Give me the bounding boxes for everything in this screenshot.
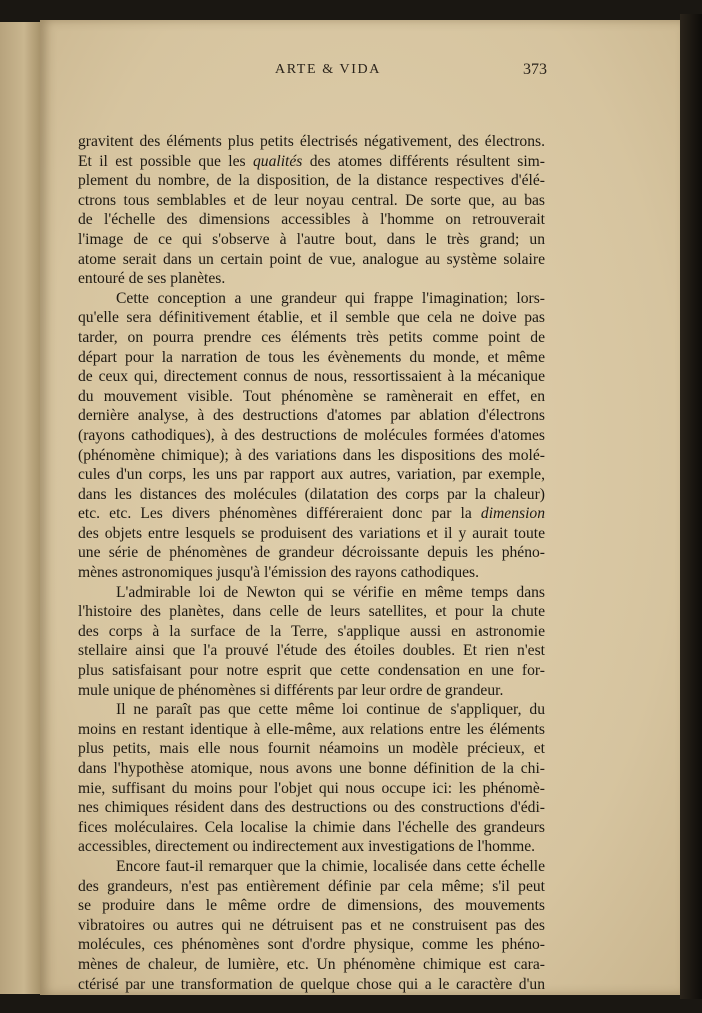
text-line: plement du nombre, de la disposition, de la distance respectives d'élé- [78, 172, 545, 190]
italic-word: dimension [480, 505, 545, 523]
text-line: tarder, on pourra prendre ces éléments très petits comme point de [78, 328, 545, 346]
text-line: se produire dans le même ordre de dimensions, des mouvements [78, 897, 545, 915]
text-line: ctérisé par une transformation de quelque chose qui a le caractère d'un [78, 975, 545, 993]
paragraph [78, 857, 545, 994]
text-line: fices moléculaires. Cela localise la chimie dans l'échelle des grandeurs [78, 818, 545, 836]
text-line: ctrons tous semblables et de leur noyau central. De sorte que, au bas [78, 191, 545, 209]
text-line: (phénomène chimique); à des variations dans les dispositions des molé- [78, 446, 545, 464]
text-line: l'histoire des planètes, dans celle de leurs satellites, et pour la chute [78, 603, 545, 621]
text-line: mènes astronomiques jusqu'à l'émission des rayons cathodiques. [78, 564, 480, 582]
paragraph [78, 289, 545, 583]
running-title: ARTE & VIDA [275, 62, 381, 77]
text-line: des corps à la surface de la Terre, s'applique aussi en astronomie [78, 622, 545, 640]
italic-word: qualités [252, 152, 303, 170]
text-line: entouré de ses planètes. [78, 270, 226, 288]
text-line: qu'elle sera définitivement établie, et il semble que cela ne doive pas [78, 309, 545, 327]
text-line: vibratoires ou autres qui ne détruisent pas et ne construisent pas des [78, 916, 545, 934]
text-line: plus petits, mais elle nous fournit néamoins un modèle précieux, et [78, 740, 545, 758]
text-line: Cette conception a une grandeur qui frappe l'imagination; lors- [116, 289, 545, 307]
text-line: dans les distances des molécules (dilatation des corps par la chaleur) [78, 485, 545, 503]
text-line: mie, suffisant du moins pour l'objet qui nous occupe ici: les phénomè- [78, 779, 545, 797]
paragraph [78, 132, 545, 289]
text-line: de ceux qui, directement connus de nous, ressortissaient à la mécanique [78, 368, 545, 386]
text-line: des grandeurs, n'est pas entièrement définie par cela même; s'il peut [78, 877, 545, 895]
text-line: des objets entre lesquels se produisent des variations et il y aurait toute [78, 524, 545, 542]
text-line: moins en restant identique à elle-même, aux relations entre les éléments [78, 720, 545, 738]
text-line: atome serait dans un certain point de vue, analogue au système solaire [78, 250, 545, 268]
text-line: accessibles, directement ou indirectement aux investigations de l'homme. [78, 838, 536, 856]
text-line: mènes de chaleur, de lumière, etc. Un phénomène chimique est cara- [78, 955, 545, 973]
text-line: dans l'hypothèse atomique, nous avons une bonne définition de la chi- [78, 760, 545, 777]
text-line: (rayons cathodiques), à des destructions de molécules formées d'atomes [78, 426, 545, 444]
text-line: de l'échelle des dimensions accessibles à l'homme on retrouverait [78, 211, 545, 229]
paragraph [78, 700, 545, 857]
text-line: stellaire ainsi que l'a prouvé l'étude des étoiles doubles. Et rien n'est [78, 642, 545, 660]
page-header [0, 62, 702, 86]
text-line: Il ne paraît pas que cette même loi continue de s'appliquer, du [116, 701, 545, 719]
text-line: une série de phénomènes de grandeur décroissante depuis les phéno- [78, 544, 545, 562]
text-line: plus satisfaisant pour notre esprit que cette condensation en une for- [78, 662, 545, 680]
text-line: du mouvement visible. Tout phénomène se ramènerait en effet, en [78, 387, 545, 405]
page-shadow-edge [680, 14, 702, 999]
text-line: Encore faut-il remarquer que la chimie, localisée dans cette échelle [116, 857, 545, 875]
text-line: gravitent des éléments plus petits électrisés négativement, des électrons. [78, 133, 545, 150]
facing-page-edge [0, 22, 40, 994]
text-line: etc. etc. Les divers phénomènes différeraient donc par la dimension [78, 505, 545, 523]
text-line: cules d'un corps, les uns par rapport aux autres, variation, par exemple, [78, 466, 545, 484]
text-line: mule unique de phénomènes si différents par leur ordre de grandeur. [78, 681, 504, 699]
text-line: dernière analyse, à des destructions d'atomes par ablation d'électrons [78, 407, 545, 425]
text-line: départ pour la narration de tous les évènements du monde, et même [78, 348, 545, 366]
text-line: molécules, ces phénomènes sont d'ordre physique, comme les phéno- [78, 936, 545, 954]
text-line: L'admirable loi de Newton qui se vérifie en même temps dans [116, 583, 545, 601]
paragraph [78, 583, 545, 701]
text-line: l'image de ce qui s'observe à l'autre bout, dans le très grand; un [78, 230, 545, 248]
page-number: 373 [523, 61, 547, 78]
body-text [78, 132, 545, 994]
text-line: Et il est possible que les qualités des atomes différents résultent sim- [78, 152, 545, 170]
text-line: nes chimiques résident dans des destructions ou des constructions d'édi- [78, 799, 545, 817]
